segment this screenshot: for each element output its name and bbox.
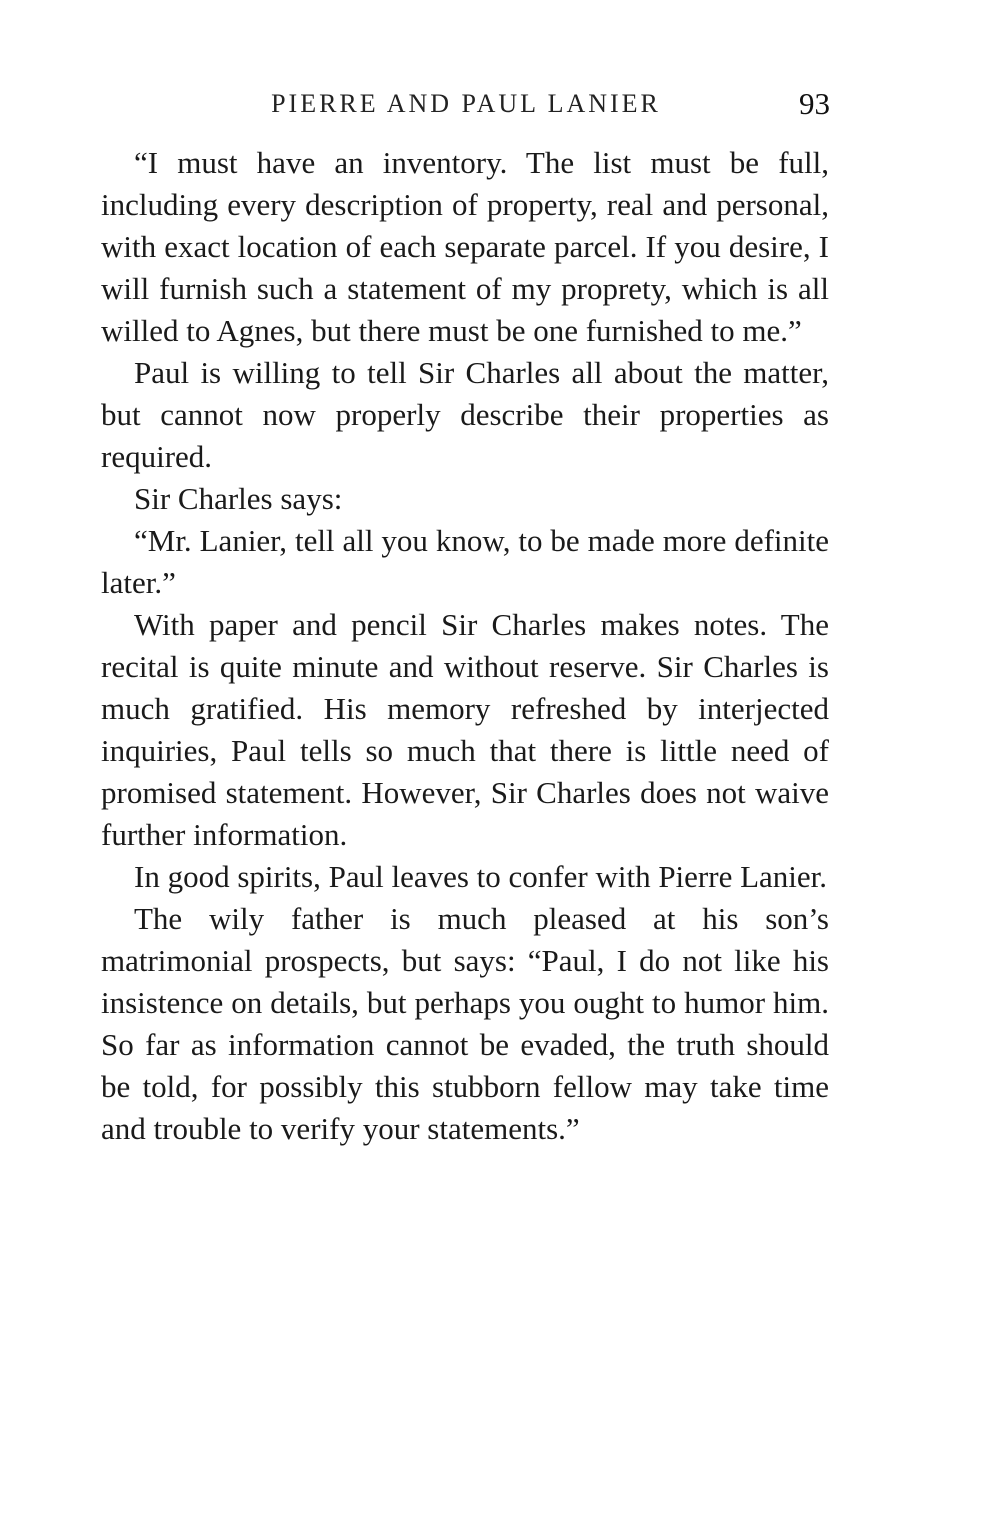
page-number: 93 — [799, 86, 830, 121]
paragraph: The wily father is much pleased at his son’s matrimonial prospects, but says: “Paul, I do not like his insistence on details, but perhaps you ought to humor him. So far as information cannot be evaded, the truth should be told, for possibly this stubborn fellow may take time and trouble to verify your statements.” — [101, 901, 829, 1146]
paragraph: “I must have an inventory. The list must be full, including every description of property, real and personal, with exact location of each separate parcel. If you desire, I will furnish such a statement of my proprety, which is all willed to Agnes, but there must be one furnished to me.” — [101, 145, 829, 348]
paragraph: With paper and pencil Sir Charles makes notes. The recital is quite minute and without reserve. Sir Charles is much gratified. His memory refreshed by interjected inquiries, Paul tells so much that there is little need of promised statement. However, Sir Charles does not waive further information. — [101, 607, 829, 852]
running-title: PIERRE AND PAUL LANIER — [271, 89, 661, 118]
paragraph: Sir Charles says: — [134, 481, 343, 516]
body-text — [101, 142, 829, 1150]
running-head — [100, 84, 832, 124]
paragraph: In good spirits, Paul leaves to confer with Pierre Lanier. — [134, 859, 828, 894]
paragraph: Paul is willing to tell Sir Charles all about the matter, but cannot now properly describe their properties as required. — [101, 355, 829, 474]
paragraph: “Mr. Lanier, tell all you know, to be made more definite later.” — [101, 523, 829, 600]
